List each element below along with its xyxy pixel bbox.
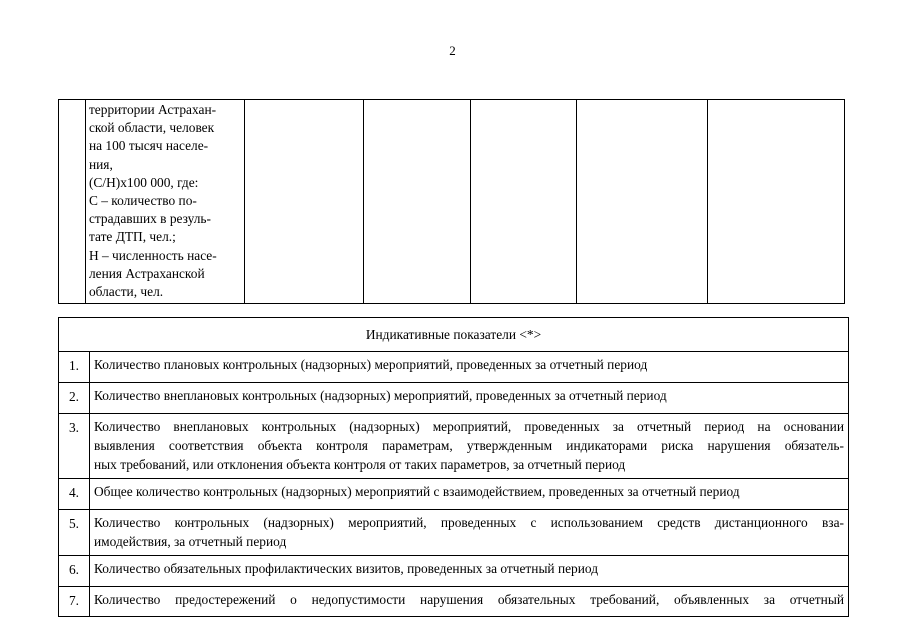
row-text — [90, 510, 849, 556]
row-number: 4. — [59, 479, 90, 510]
text-line: Количество внеплановых контрольных (надзорных) мероприятий, проведенных за отчетный период на основании — [94, 419, 844, 434]
text-line: Количество внеплановых контрольных (надзорных) мероприятий, проведенных за отчетный период — [94, 388, 667, 403]
text-line: Н – численность насе- — [88, 247, 217, 263]
text-line: ской области, человек — [88, 120, 215, 136]
table-cell-indicator-description — [85, 100, 244, 304]
text-line: Количество предостережений о недопустимости нарушения обязательных требований, объявленных за отчетный — [94, 592, 844, 607]
text-line: ных требований, или отклонения объекта контроля от таких параметров, за отчетный период — [94, 457, 626, 472]
text-line: (С/Н)х100 000, где: — [88, 174, 199, 190]
row-text — [90, 352, 849, 383]
row-text — [90, 587, 849, 617]
text-line: Количество плановых контрольных (надзорных) мероприятий, проведенных за отчетный период — [94, 357, 648, 372]
row-number: 5. — [59, 510, 90, 556]
continued-table — [58, 99, 845, 304]
table-cell-empty — [244, 100, 363, 304]
table-row — [59, 383, 849, 414]
table-row — [59, 556, 849, 587]
table-cell-empty — [577, 100, 708, 304]
row-text — [90, 414, 849, 479]
row-number: 3. — [59, 414, 90, 479]
row-number: 7. — [59, 587, 90, 617]
table-cell-empty — [708, 100, 845, 304]
text-line: тате ДТП, чел.; — [88, 229, 176, 245]
text-line: Количество обязательных профилактических визитов, проведенных за отчетный период — [94, 561, 599, 576]
table-header: Индикативные показатели <*> — [59, 318, 849, 352]
table-row — [59, 510, 849, 556]
text-line: территории Астрахан- — [88, 102, 217, 117]
text-line: ния, — [88, 156, 113, 172]
table-cell-number — [59, 100, 86, 304]
table-row — [59, 414, 849, 479]
row-number: 2. — [59, 383, 90, 414]
row-text — [90, 556, 849, 587]
table-cell-empty — [470, 100, 577, 304]
table-row — [59, 587, 849, 617]
row-text — [90, 479, 849, 510]
text-line: ления Астраханской — [88, 265, 205, 281]
row-number: 1. — [59, 352, 90, 383]
text-line: страдавших в резуль- — [88, 211, 211, 227]
text-line: Общее количество контрольных (надзорных) мероприятий с взаимодействием, проведенных за отчетный период — [94, 484, 740, 499]
table-row — [59, 100, 845, 304]
indicators-table — [58, 317, 849, 617]
text-line: на 100 тысяч населе- — [88, 138, 209, 154]
text-line: области, чел. — [88, 284, 164, 300]
text-line: имодействия, за отчетный период — [94, 534, 287, 549]
row-number: 6. — [59, 556, 90, 587]
table-cell-empty — [363, 100, 470, 304]
text-line: С – количество по- — [88, 193, 197, 209]
text-line: выявления соответствия объекта контроля параметрам, утвержденным индикаторами риска нарушения обязатель- — [94, 438, 844, 453]
text-line: Количество контрольных (надзорных) мероприятий, проведенных с использованием средств дистанционного вза- — [94, 515, 844, 530]
row-text — [90, 383, 849, 414]
page-number: 2 — [449, 43, 456, 58]
table-header-row — [59, 318, 849, 352]
table-row — [59, 479, 849, 510]
table-row — [59, 352, 849, 383]
